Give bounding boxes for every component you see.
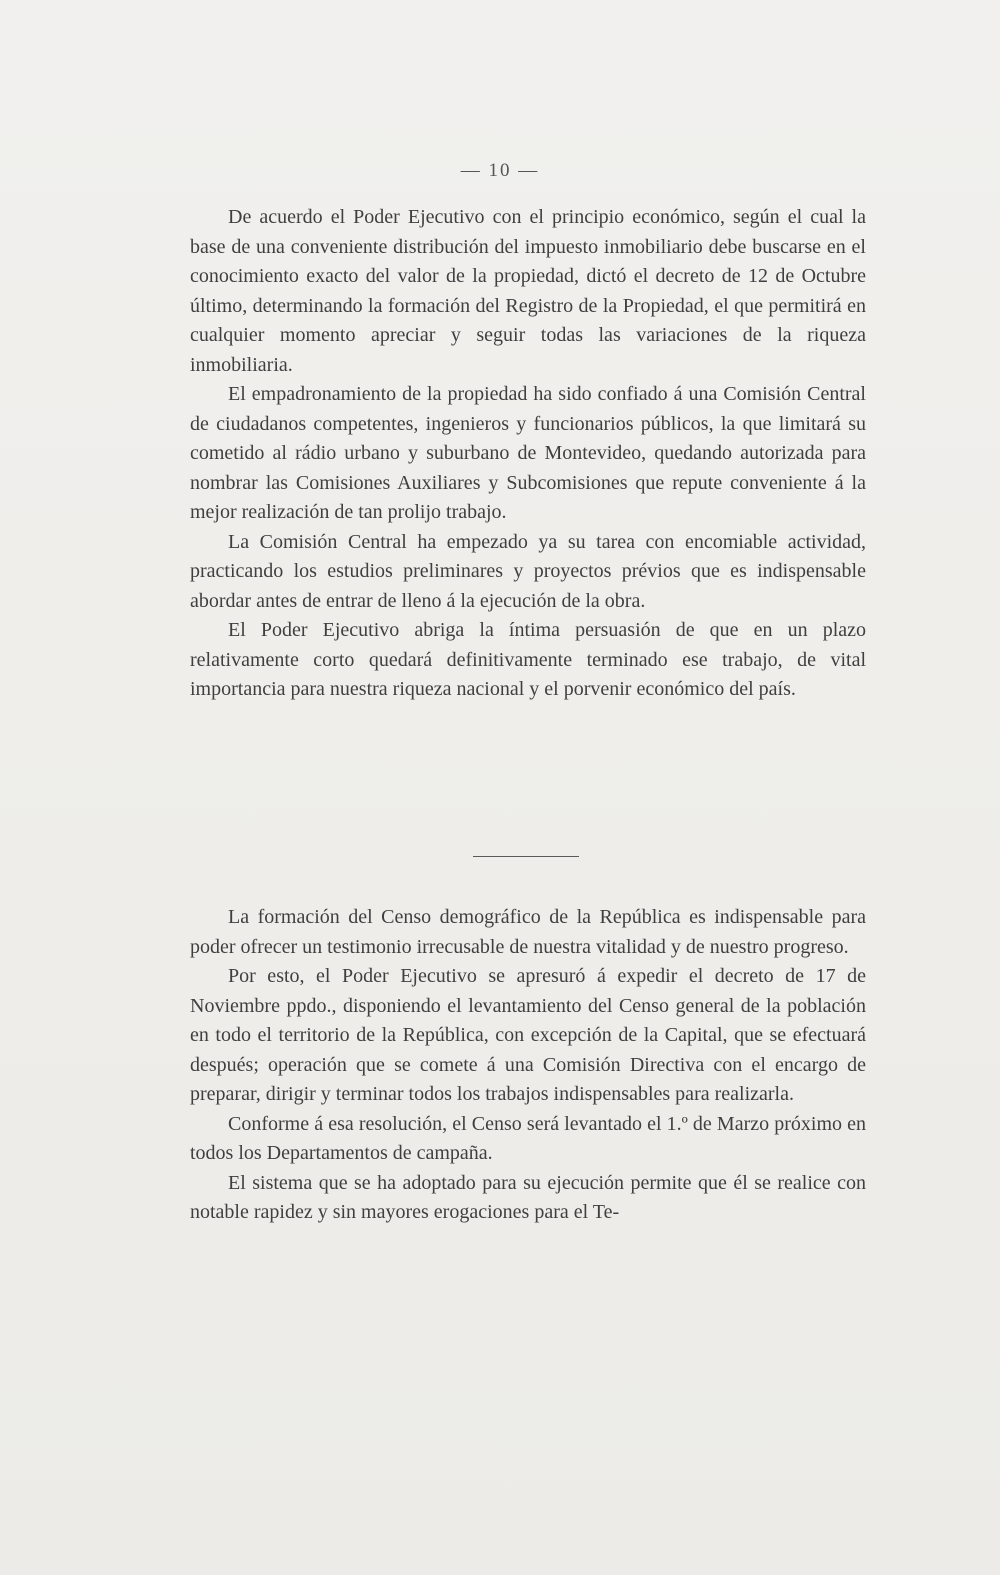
page-number: — 10 — xyxy=(460,160,540,181)
section-census xyxy=(190,903,866,1228)
paragraph: Conforme á esa resolución, el Censo será levantado el 1.º de Marzo próximo en todos los Departamentos de campaña. xyxy=(190,1112,866,1164)
paragraph: La formación del Censo demográfico de la República es indispensable para poder ofrecer un testimonio irrecusable de nuestra vitalidad y de nuestro progreso. xyxy=(190,906,866,958)
paragraph: La Comisión Central ha empezado ya su tarea con encomiable actividad, practicando los estudios preliminares y proyectos prévios que es indispensable abordar antes de entrar de lleno á la ejecución de la obra. xyxy=(190,530,866,612)
paragraph: Por esto, el Poder Ejecutivo se apresuró á expedir el decreto de 17 de Noviembre ppdo., disponiendo el levantamiento del Censo general de la población en todo el territorio de la República, con excepción de la Capital, que se efectuará después; operación que se comete á una Comisión Directiva con el encargo de preparar, dirigir y terminar todos los trabajos indispensables para realizarla. xyxy=(190,965,866,1105)
section-property-registry xyxy=(190,203,866,705)
paragraph: De acuerdo el Poder Ejecutivo con el principio económico, según el cual la base de una conveniente distribución del impuesto inmobiliario debe buscarse en el conocimiento exacto del valor de la propiedad, dictó el decreto de 12 de Octubre último, determinando la formación del Registro de la Propiedad, el que permitirá en cualquier momento apreciar y seguir todas las variaciones de la riqueza inmobiliaria. xyxy=(190,206,866,376)
section-separator xyxy=(473,856,579,857)
paragraph: El Poder Ejecutivo abriga la íntima persuasión de que en un plazo relativamente corto quedará definitivamente terminado ese trabajo, de vital importancia para nuestra riqueza nacional y el porvenir económico del país. xyxy=(190,619,866,700)
paragraph: El empadronamiento de la propiedad ha sido confiado á una Comisión Central de ciudadanos competentes, ingenieros y funcionarios públicos, la que limitará su cometido al rádio urbano y suburbano de Montevideo, quedando autorizada para nombrar las Comisiones Auxiliares y Subcomisiones que repute conveniente á la mejor realización de tan prolijo trabajo. xyxy=(190,383,866,523)
paragraph: El sistema que se ha adoptado para su ejecución permite que él se realice con notable rapidez y sin mayores erogaciones para el Te- xyxy=(190,1171,866,1223)
